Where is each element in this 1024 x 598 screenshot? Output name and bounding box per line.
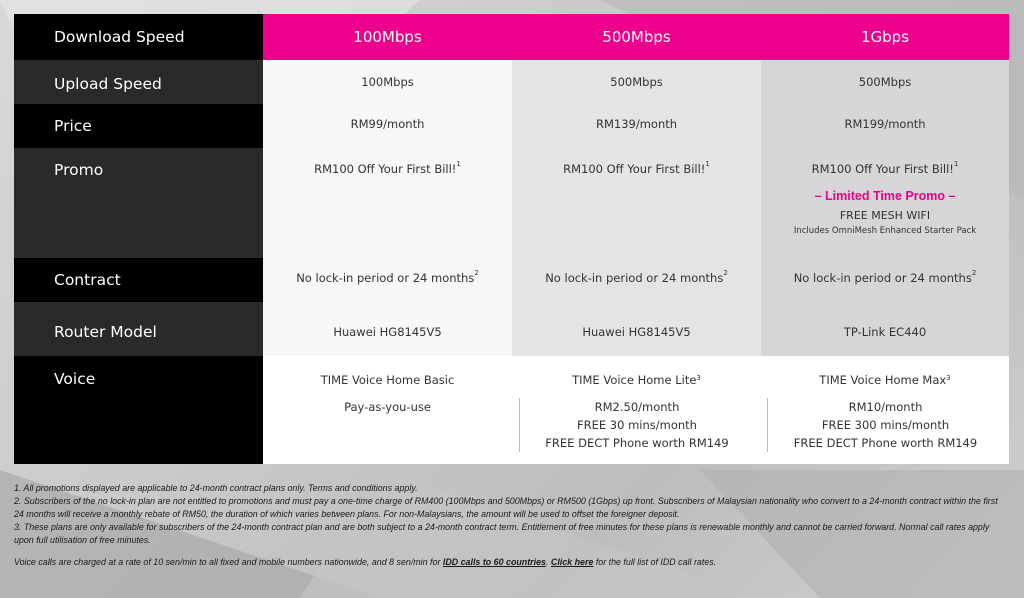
footnote-2: 2. Subscribers of the no lock-in plan are not entitled to promotions and must pay a one-time charge of RM400 (100Mbps and 500Mbps) or RM500 (1Gbps) up front. Subscribers of Malaysian nationality who convert to a 24-month contract within the first 24 months will receive a monthly rebate of RM50, the duration of which varies between plans. For non-Malaysians, the amount will be used to offset the foreigner deposit. — [14, 496, 998, 520]
contract-text: No lock-in period or 24 months — [793, 271, 972, 285]
voice-details — [767, 398, 1003, 452]
promo-text: RM100 Off Your First Bill! — [563, 162, 706, 176]
router-100mbps: Huawei HG8145V5 — [263, 302, 512, 356]
plan-header-500mbps: 500Mbps — [512, 14, 761, 60]
upload-speed-1gbps: 500Mbps — [761, 60, 1009, 104]
footnote-marker: 3 — [696, 374, 701, 382]
footnote-marker: 3 — [946, 374, 951, 382]
footnote-marker: 1 — [456, 160, 461, 168]
voice-plan-name: TIME Voice Home Lite$^3$ — [572, 373, 701, 387]
upload-speed-label: Upload Speed — [14, 60, 263, 104]
contract-500mbps — [512, 258, 761, 302]
contract-row — [14, 258, 1009, 302]
upload-speed-500mbps: 500Mbps — [512, 60, 761, 104]
voice-plan-name: TIME Voice Home Max$^3$ — [819, 373, 951, 387]
voice-detail: RM2.50/month — [594, 400, 680, 414]
voice-lite — [512, 356, 761, 464]
footnote-3: 3. These plans are only available for subscribers of the 24-month contract plan and are both subject to a 24-month contract term. Entitlement of free minutes for these plans is renewable monthly and cannot be carried forward. Normal call rates apply upon full utilisation of free minutes. — [14, 522, 990, 546]
limited-time-promo-subtext: Includes OmniMesh Enhanced Starter Pack — [793, 226, 977, 236]
footnote-1: 1. All promotions displayed are applicable to 24-month contract plans only. Terms and conditions apply. — [14, 483, 418, 493]
price-1gbps: RM199/month — [761, 104, 1009, 148]
voice-row — [14, 356, 1009, 464]
promo-100mbps — [263, 148, 512, 258]
download-speed-label: Download Speed — [14, 14, 263, 60]
router-500mbps: Huawei HG8145V5 — [512, 302, 761, 356]
voice-max — [761, 356, 1009, 464]
voice-detail: FREE DECT Phone worth RM149 — [793, 436, 978, 450]
footnote-marker: 1 — [705, 160, 710, 168]
price-row — [14, 104, 1009, 148]
footnotes — [14, 482, 1009, 570]
voice-details — [519, 398, 755, 452]
contract-text: No lock-in period or 24 months — [296, 271, 475, 285]
contract-1gbps — [761, 258, 1009, 302]
router-model-row — [14, 302, 1009, 356]
limited-time-promo-item: FREE MESH WIFI — [839, 209, 931, 222]
promo-text: RM100 Off Your First Bill! — [314, 162, 457, 176]
voice-detail: Pay-as-you-use — [344, 400, 431, 414]
plan-header-100mbps: 100Mbps — [263, 14, 512, 60]
voice-basic — [263, 356, 512, 464]
footnote-marker: 2 — [474, 269, 479, 277]
voice-label: Voice — [14, 356, 263, 464]
limited-time-promo-title: – Limited Time Promo – — [814, 189, 956, 203]
promo-label: Promo — [14, 148, 263, 258]
plan-comparison-table — [14, 14, 1009, 464]
voice-detail: FREE 30 mins/month — [577, 418, 697, 432]
contract-text: No lock-in period or 24 months — [545, 271, 724, 285]
download-speed-row — [14, 14, 1009, 60]
voice-detail: FREE 300 mins/month — [821, 418, 950, 432]
price-500mbps: RM139/month — [512, 104, 761, 148]
router-1gbps: TP-Link EC440 — [761, 302, 1009, 356]
promo-500mbps — [512, 148, 761, 258]
idd-calls-link[interactable]: IDD calls to 60 countries — [442, 557, 546, 568]
click-here-link[interactable]: Click here — [550, 557, 594, 568]
voice-detail: FREE DECT Phone worth RM149 — [545, 436, 729, 450]
upload-speed-100mbps: 100Mbps — [263, 60, 512, 104]
promo-row — [14, 148, 1009, 258]
contract-label: Contract — [14, 258, 263, 302]
footnote-marker: 1 — [953, 160, 959, 168]
voice-rate-note: Voice calls are charged at a rate of 10 sen/min to all fixed and mobile numbers nationwide, and 8 sen/min for IDD calls to 60 countries. Click here for the full list of IDD call rates. — [14, 557, 717, 568]
price-100mbps: RM99/month — [263, 104, 512, 148]
contract-100mbps — [263, 258, 512, 302]
price-label: Price — [14, 104, 263, 148]
footnote-marker: 2 — [971, 269, 977, 277]
promo-text: RM100 Off Your First Bill! — [811, 162, 954, 176]
voice-details — [270, 398, 505, 416]
voice-detail: RM10/month — [848, 400, 923, 414]
plan-header-1gbps: 1Gbps — [761, 14, 1009, 60]
router-model-label: Router Model — [14, 302, 263, 356]
footnote-marker: 2 — [723, 269, 728, 277]
upload-speed-row — [14, 60, 1009, 104]
voice-plan-name: TIME Voice Home Basic — [320, 373, 455, 387]
promo-1gbps — [761, 148, 1009, 258]
